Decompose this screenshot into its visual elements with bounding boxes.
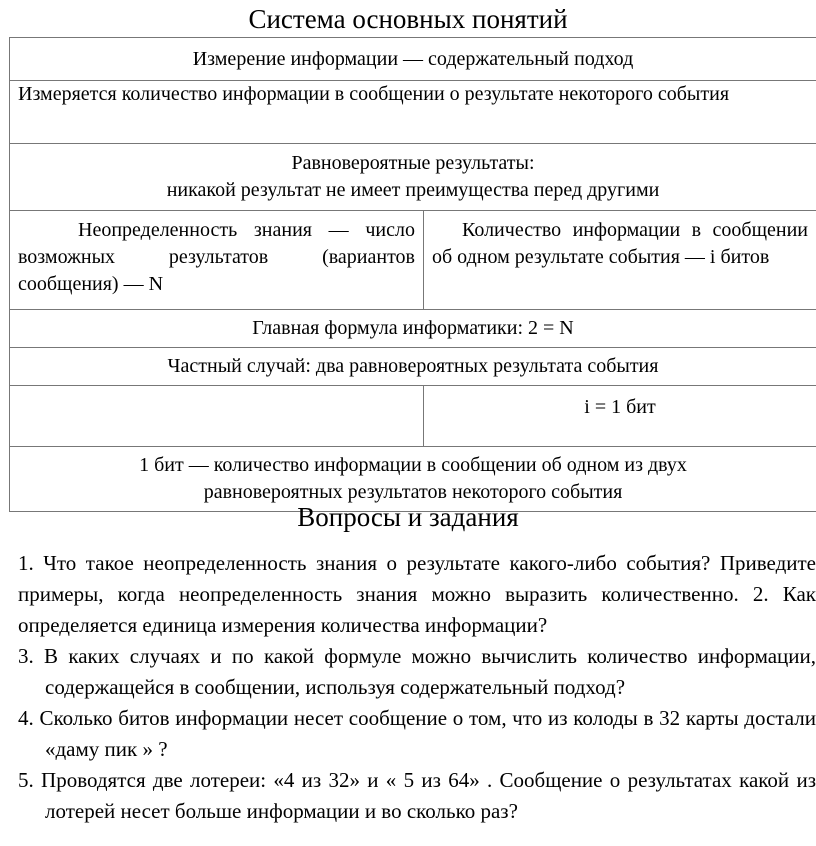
table-row — [10, 38, 816, 81]
cell-line: никакой результат не имеет преимущества перед другими — [166, 179, 660, 201]
table-row — [10, 348, 816, 386]
table-header-cell: Измерение информации — содержательный подход — [10, 38, 816, 81]
question-item: 3. В каких случаях и по какой формуле можно вычислить количество информации, содержащейся в сообщении, используя содержательный подход? — [18, 644, 816, 699]
question-item: 4. Сколько битов информации несет сообщение о том, что из колоды в 32 карты достали «даму пик » ? — [18, 706, 816, 761]
table-row — [10, 211, 816, 310]
table-cell-left — [10, 386, 424, 447]
cell-line: Равновероятные результаты: — [291, 152, 535, 174]
table-cell-right: i = 1 бит — [424, 386, 816, 447]
table-cell-left: Неопределенность знания — число возможных результатов (вариантов сообщения) — N — [10, 211, 424, 310]
table-cell — [10, 144, 816, 211]
page-title: Система основных понятий — [248, 4, 568, 34]
table-cell: Измеряется количество информации в сообщении о результате некоторого события — [10, 81, 816, 144]
cell-line: 1 бит — количество информации в сообщении об одном из двух — [139, 454, 687, 476]
table-cell: Главная формула информатики: 2 = N — [10, 310, 816, 348]
question-item: 5. Проводятся две лотереи: «4 из 32» и « 5 из 64» . Сообщение о результатах какой из лотерей несет больше информации и во сколько раз? — [18, 768, 816, 823]
concepts-table — [9, 37, 816, 512]
table-row — [10, 144, 816, 211]
table-cell-right: Количество информации в сообщении об одном результате события — i битов — [424, 211, 816, 310]
section-title: Вопросы и задания — [297, 502, 519, 532]
table-cell: Частный случай: два равновероятных результата события — [10, 348, 816, 386]
question-item: 1. Что такое неопределенность знания о результате какого-либо события? Приведите примеры, когда неопределенность знания можно выразить количественно. 2. Как определяется единица измерения количества информации? — [18, 551, 816, 637]
table-row — [10, 310, 816, 348]
table-row — [10, 386, 816, 447]
questions-list — [18, 548, 816, 827]
cell-line: равновероятных результатов некоторого события — [203, 481, 623, 503]
table-row — [10, 81, 816, 144]
